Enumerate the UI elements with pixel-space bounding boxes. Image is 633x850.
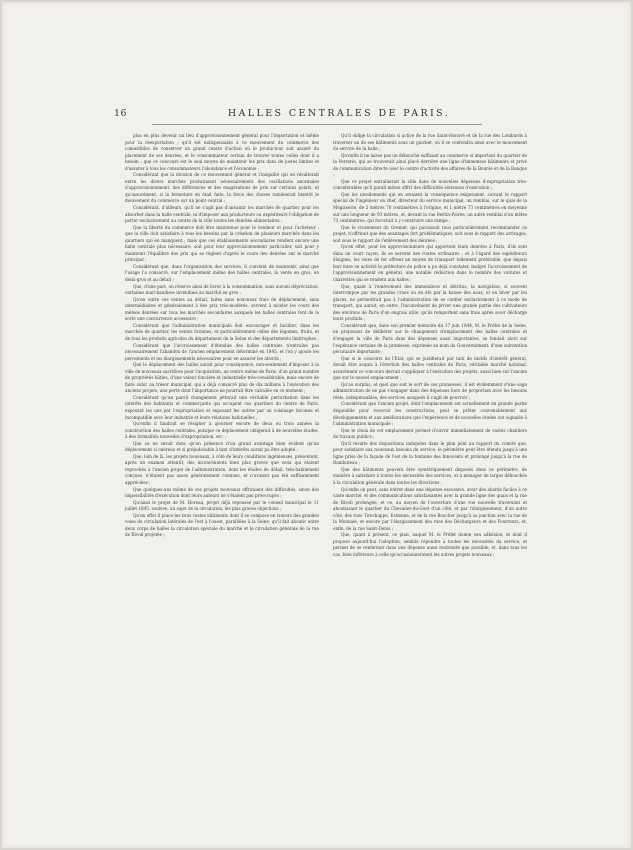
paragraph: Qu'ainsi le projet de M. Horeau, projet déjà repoussé par le conseil municipal le 11 juillet 1845, soulève, au sujet de la circulation, les plus graves objections ; (125, 499, 319, 512)
paragraph: Que, quant à présent, ce plan, auquel M. le Préfet donne son adhésion, et dont il propose aujourd'hui l'adoption, semble répondre à toutes les nécessités du service, et permet de se renfermer dans une dépense aussi restreinte que possible, et, dans tous les cas, bien inférieure à celle qu'occasionneraient les autres projets nouveaux ; (333, 532, 527, 557)
paragraph: Que si le concours de l'État, qui se justifierait par tant de motifs d'intérêt général, devait être acquis à l'érection des halles centrales de Paris, véritable marché national, assurément ce concours devrait s'appliquer à l'exécution des projets, aussi bien sur l'ancien que sur le nouvel emplacement ; (333, 355, 527, 381)
paragraph: plus en plus devenir un lieu d'approvisionnement général pour l'importation et même pour la réexportation ; qu'il est indispensable à ce mouvement du commerce des comestibles de conserver un grand centre d'action où le producteur soit assuré du placement de ses denrées, et le consommateur certain de trouver toutes celles dont il a besoin ; que ce concours est le seul moyen de maintenir les prix dans de justes limites et d'assurer à tous les consommateurs l'abondance et l'économie ; (125, 133, 319, 171)
paragraph: Que quelques-uns même de ces projets nouveaux offriraient des difficultés, sinon des impossibilités d'exécution dont leurs auteurs ne s'étaient pas préoccupés ; (125, 486, 319, 499)
paragraph: Que, quant à l'enlèvement des immondices et détritus, la navigation, si souvent interrompue par les grandes crues ou en été par la baisse des eaux, et en hiver par les glaces, ne permettrait pas à l'administration de se confier exclusivement à ce mode de transport, qui aurait, en outre, l'inconvénient de priver une grande partie des cultivateurs des environs de Paris d'un engrais utile, qu'ils remportent sans frais après avoir déchargé leurs produits ; (333, 283, 527, 322)
paragraph: Qu'enfin il faudrait se résigner à ajourner encore de deux ou trois années la construction des halles centrales, puisque ce déplacement obligerait à de nouvelles études, à des formalités nouvelles d'expropriation, etc. ; (125, 421, 319, 440)
paragraph: Considérant que, dans son premier mémoire du 17 juin 1844, M. le Préfet de la Seine, en proposant de délibérer sur le changement d'emplacement des halles centrales et d'engager la ville de Paris dans des dépenses aussi importantes, se fondait alors sur l'espérance certaine de la promesse, exprimée au nom du Gouvernement, d'une subvention pécuniaire importante ; (333, 322, 527, 355)
paragraph: Considérant, d'ailleurs, qu'il ne s'agit pas d'anéantir les marchés de quartier pour les absorber dans la halle centrale, ni d'imposer aux producteurs ou expéditeurs l'obligation de porter exclusivement au centre de la ville toutes les denrées alimentaires ; (125, 205, 319, 224)
paragraph: Que des bâtiments peuvent être symétriquement disposés dans ce périmètre, de manière à satisfaire à toutes les nécessités des services, et à ménager de larges débouchés à la circulation générale dans toutes les directions ; (333, 466, 527, 485)
paragraph: Que les nivellements qui en seraient la conséquence exigeraient, suivant le rapport spécial de l'ingénieur en chef, directeur du service municipal, un remblai, sur le quai de la Mégisserie, de 2 mètres 70 centimètres à l'origine, et 1 mètre 73 centimètres en moyenne sur une longueur de 93 mètres, et, devant la rue Bertin-Poirée, un autre remblai d'un mètre 73 centimètres, qui forcerait à y construire une rampe ; (333, 191, 527, 224)
paragraph: Considérant que, dans l'organisation des services, il convient de maintenir, ainsi que l'usage l'a consacré, sur l'emplacement même des halles centrales, la vente en gros, en demi-gros et au détail ; (125, 263, 319, 283)
paragraph: Que ce ne serait donc qu'en présence d'un grand avantage bien évident qu'un déplacement si onéreux et si préjudiciable à tant d'intérêts aurait pu être adopté ; (125, 440, 319, 453)
paragraph: Que, d'une part, on réserve ainsi de livrer à la consommation, sans aucuni dépréciation, certaines marchandises invendues au marché en gros ; (125, 283, 319, 296)
paragraph: Qu'en outre ces ventes au détail, faites sans nouveaux frais de déplacement, sans intermédiaires et généralement à des prix très-modérés, servent à niveler les cours des mêmes denrées sur tous les marchés secondaires auxquels les halles centrales font de la sorte une concurrence accessoire ; (125, 296, 319, 322)
page-number: 16 (114, 108, 128, 119)
paragraph: Considérant que la division de ce mouvement général et l'inégalité qui en résulterait entre les divers marchés produiraient nécessairement des oscillations anormales d'approvisionnement, des différences et des exagérations de prix sur certains points, et qu'assurément, si la fermeture en était faite, la force des choses ramènerait bientôt le mouvement du commerce sur un point central ; (125, 172, 319, 204)
paragraph: Qu'au surplus, et quel que soit le sort de ces promesses, il est évidemment d'une sage administration de ne pas s'engager dans des dépenses hors de proportion avec les besoins réels, indispensables, des services auxquels il s'agit de pourvoir ; (333, 381, 527, 400)
paragraph: Qu'il résulte des dispositions indiquées dans le plan joint au rapport du comité que, pour satisfaire aux nouveaux besoins du service, le périmètre peut être étendu jusqu'à une ligne prise de la façade de l'est de la fontaine des Innocents et prolongé jusqu'à la rue de Rambuteau ; (333, 440, 527, 466)
paragraph: Qu'en effet il place les trois vastes bâtiments dont il se compose en travers des grandes voies de circulation latérales de l'est à l'ouest, parallèles à la Seine, qu'il fait aboutir entre deux corps de halles la circulation spéciale du marché et la circulation générale de la rue de Rivoli projetée ; (125, 512, 319, 538)
text-column-left (125, 133, 319, 539)
paragraph: Que le déplacement des halles aurait pour conséquence, non-seulement d'imposer à la ville de nouveaux sacrifices pour l'acquisition, au centre même de Paris, d'un grand nombre de propriétés bâties, d'une valeur foncière et industrielle très-considérable, mais encore de faire subir au trésor municipal, qui a déjà consacré plus de dix millions à l'exécution des anciens projets, une perte dont l'importance ne pourrait être calculée en ce moment ; (125, 362, 319, 394)
paragraph: Considérant qu'un pareil changement jetterait une véritable perturbation dans les intérêts des habitants et commerçants qui occupent ces quartiers du centre de Paris, exposant les uns par l'expropriation et exposant les autres par un voisinage inconnu et incompatible avec leur industrie et leurs relations habituelles ; (125, 394, 319, 420)
header-rule (152, 124, 482, 125)
paragraph: Que ce projet entraînerait la ville dans de nouvelles dépenses d'expropriation très-considérables qu'il paraît même offrir des difficultés sérieuses d'exécution ; (333, 178, 527, 191)
paragraph: Qu'enfin on peut, sans entrer dans une dépense excessive, avoir des abords faciles à ce vaste marché, et des communications satisfaisantes avec la grande ligne des quais et la rue de Rivoli prolongée, et ce, au moyen de l'ouverture d'une rue nouvelle traversant et aboutissant le quartier du Chevalier-du-Guet d'un côté, et par l'élargissement, d'un autre côté, des rues Tirechappe, Estienne, et de la rue Boucher jusqu'à sa jonction avec la rue de la Monnaie, et encore par l'élargissement des rues des Déchargeurs et des Fourreurs, et, enfin, de la rue Saint-Denis ; (333, 486, 527, 531)
page-title: HALLES CENTRALES DE PARIS. (227, 108, 451, 119)
paragraph: Qu'enfin il ne laisse pas un débouché suffisant au commerce si important du quartier de la Verrerie, qui se trouverait ainsi placé derrière une ligne d'immenses bâtiments et privé de communication directe avec le centre d'activité des affaires de la Bourse et de la Banque ; (333, 152, 527, 178)
paragraph: Considérant que l'ancien projet, dont l'emplacement est actuellement en grande partie disponible pour recevoir les constructions, peut se prêter convenablement aux développements et aux améliorations que l'expérience et de nouvelles études ont signalés à l'administration municipale ; (333, 401, 527, 427)
document-page (2, 2, 631, 848)
paragraph: Que, loin de là, les projets nouveaux, à côté de leurs conditions ingénieuses, présentent, après un examen attentif, des inconvénients bien plus graves que ceux qui étaient reprochés à l'ancien projet de l'administration, dont les études de détail, très-habilement conçues, n'étaient pas assez généralement connues, et n'avaient pas été suffisamment appréciées ; (125, 453, 319, 485)
paragraph: Considérant que l'administration municipale doit encourager et faciliter, dans les marchés de quartier, les ventes foraines, et particulièrement celles des légumes, fruits, et de tous les produits agricoles du département de la Seine et des départements limitrophes ; (125, 322, 319, 341)
running-head (114, 108, 519, 122)
paragraph: Que la liberté du commerce doit être maintenue pour le vendeur et pour l'acheteur ; que la ville doit satisfaire à tous les besoins par la création de plusieurs marchés dans les quartiers qui en manquent ; mais que ces établissements secondaires rendent encore une halle centrale plus nécessaire, soit pour leur approvisionnement particulier, soit pour y maintenir l'équilibre des prix qui se règlent d'après le cours des denrées sur le marché principal ; (125, 224, 319, 263)
paragraph: Qu'en effet, pour les approvisionneurs qui apportent leurs denrées à Paris, il'ils sont dans un court rayon, ils se servent des routes ordinaires ; et à l'égard des expéditeurs éloignés, les voies de fer offrent un moyen de transport tellement préférable, que depuis leur mise en activité la préfecture de police a pu déjà constater, malgré l'accroissement de l'approvisionnement en général, une notable réduction dans le nombre des voitures et charrettes qui se rendent aux halles ; (333, 244, 527, 283)
paragraph: Qu'il oblige la circulation si active de la rue Saint-Honoré et de la rue des Lombards à traverser un de ses bâtiments sous un guichet, où il se confondra ainsi avec le mouvement du service de la halle ; (333, 133, 527, 152)
text-column-right (333, 133, 527, 559)
paragraph: Que le choix de cet emplacement permet d'ouvrir immédiatement de vastes chantiers de travaux publics ; (333, 427, 527, 440)
paragraph: Que le croisement du Grenier, qui paraissait tous particulièrement recommander ce projet, n'offrirait que des avantages fort problématiques, soit sous le rapport des arrivages, soit sous le rapport de l'enlèvement des denrées ; (333, 224, 527, 243)
paragraph: Considérant que l'accroissement d'étendue des halles centrales n'entraîne pas nécessairement l'abandon de l'ancien emplacement déterminé en 1845, et l'on y ajoute les percements et les élargissements nécessaires pour en assurer les abords ; (125, 342, 319, 361)
